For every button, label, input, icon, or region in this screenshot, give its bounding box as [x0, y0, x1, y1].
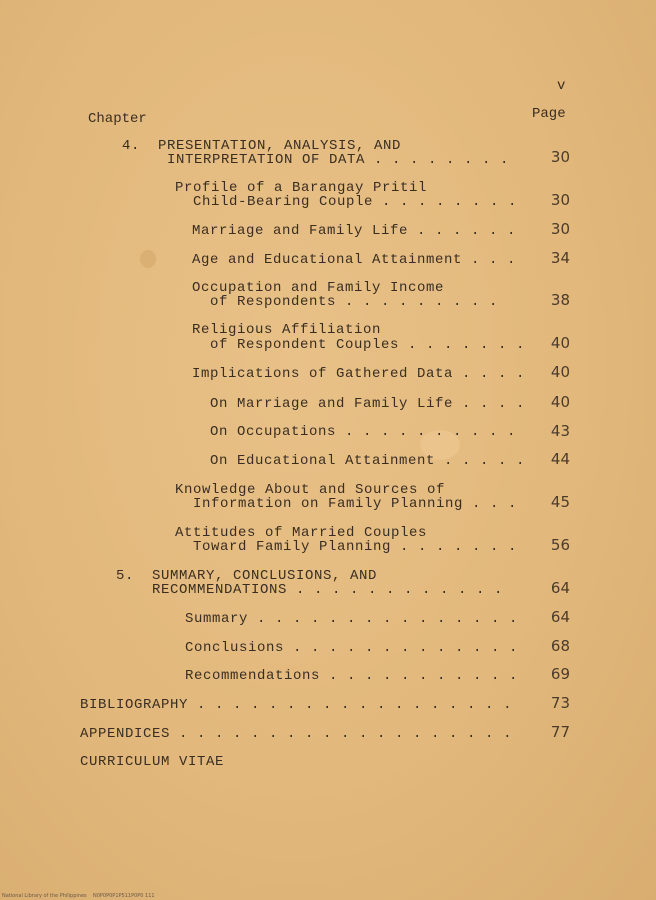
- chapter-heading: Chapter: [88, 111, 147, 127]
- toc-entry-line: INTERPRETATION OF DATA . . . . . . . .: [122, 152, 510, 168]
- toc-page-number: 44: [550, 450, 570, 468]
- toc-entry-line: Toward Family Planning . . . . . . .: [175, 539, 518, 555]
- toc-entry-line: On Occupations . . . . . . . . . .: [210, 424, 517, 440]
- toc-entry-line: Religious Affiliation: [192, 322, 382, 338]
- toc-entry-line: Child-Bearing Couple . . . . . . . .: [175, 194, 518, 210]
- toc-page-number: 40: [550, 334, 570, 352]
- toc-page-number: 30: [550, 220, 570, 238]
- paper-stain: [140, 250, 156, 268]
- toc-entry-line: Attitudes of Married Couples: [175, 525, 428, 541]
- toc-entry-line: On Marriage and Family Life . . . .: [210, 396, 526, 412]
- toc-entry-line: 5. SUMMARY, CONCLUSIONS, AND: [116, 568, 378, 584]
- toc-entry-line: Knowledge About and Sources of: [175, 482, 446, 498]
- toc-page-number: 30: [550, 191, 570, 209]
- toc-page-number: 64: [550, 579, 570, 597]
- toc-entry-line: APPENDICES . . . . . . . . . . . . . . . . . . .: [80, 726, 513, 742]
- toc-page-number: 43: [550, 422, 570, 440]
- toc-entry-line: On Educational Attainment . . . . .: [210, 453, 526, 469]
- toc-entry-line: Information on Family Planning . . .: [175, 496, 518, 512]
- toc-page-number: 40: [550, 363, 570, 381]
- toc-entry-line: 4. PRESENTATION, ANALYSIS, AND: [122, 138, 402, 154]
- toc-entry-line: Recommendations . . . . . . . . . . .: [185, 668, 519, 684]
- toc-page-number: 45: [550, 493, 570, 511]
- toc-entry-line: RECOMMENDATIONS . . . . . . . . . . . .: [116, 582, 504, 598]
- toc-page-number: 64: [550, 608, 570, 626]
- toc-page-number: 68: [550, 637, 570, 655]
- toc-page-number: 56: [550, 536, 570, 554]
- toc-page-number: 77: [550, 723, 570, 741]
- toc-page-number: 73: [550, 694, 570, 712]
- toc-entry-line: Age and Educational Attainment . . .: [192, 252, 517, 268]
- toc-page-number: 38: [550, 291, 570, 309]
- toc-page-number: 69: [550, 665, 570, 683]
- toc-page-number: 30: [550, 148, 570, 166]
- toc-page-number: 40: [550, 393, 570, 411]
- page-number: v: [557, 78, 566, 94]
- toc-entry-line: of Respondent Couples . . . . . . .: [192, 337, 526, 353]
- toc-page-number: 34: [550, 249, 570, 267]
- toc-entry-line: Summary . . . . . . . . . . . . . . .: [185, 611, 519, 627]
- archive-footer: National Library of the Philippines N0P0P0P1P511P0P0 111: [2, 893, 155, 899]
- toc-entry-line: Profile of a Barangay Pritil: [175, 180, 428, 196]
- toc-entry-line: BIBLIOGRAPHY . . . . . . . . . . . . . . . . . .: [80, 697, 513, 713]
- toc-entry-line: CURRICULUM VITAE: [80, 754, 225, 770]
- page-heading: Page: [532, 106, 566, 122]
- toc-entry-line: of Respondents . . . . . . . . .: [192, 294, 499, 310]
- toc-entry-line: Implications of Gathered Data . . . .: [192, 366, 526, 382]
- toc-entry-line: Occupation and Family Income: [192, 280, 445, 296]
- toc-entry-line: Conclusions . . . . . . . . . . . . .: [185, 640, 519, 656]
- toc-entry-line: Marriage and Family Life . . . . . .: [192, 223, 517, 239]
